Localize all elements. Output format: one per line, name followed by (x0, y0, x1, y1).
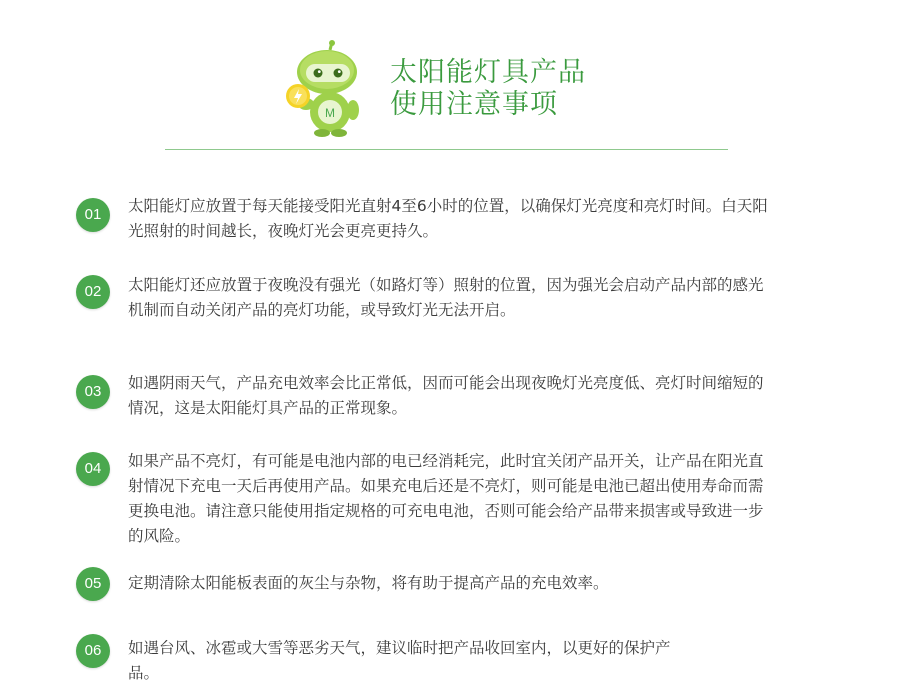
item-text: 如遇阴雨天气，产品充电效率会比正常低，因而可能会出现夜晚灯光亮度低、亮灯时间缩短的情况，这是太阳能灯具产品的正常现象。 (128, 374, 764, 417)
robot-mascot-icon (282, 40, 372, 140)
item-text: 如遇台风、冰雹或大雪等恶劣天气，建议临时把产品收回室内，以更好的保护产品。 (128, 639, 671, 682)
number-badge: 05 (76, 567, 110, 601)
item-text: 定期清除太阳能板表面的灰尘与杂物，将有助于提高产品的充电效率。 (128, 574, 609, 592)
page-title-line2: 使用注意事项 (390, 89, 558, 120)
item-text: 如果产品不亮灯，有可能是电池内部的电已经消耗完，此时宜关闭产品开关，让产品在阳光直射情况下充电一天后再使用产品。如果充电后还是不亮灯，则可能是电池已超出使用寿命而需更换电池。请注意只能使用指定规格的可充电电池，否则可能会给产品带来损害或导致进一步的风险。 (128, 452, 764, 545)
number-badge: 04 (76, 452, 110, 486)
page-title-line1: 太阳能灯具产品 (390, 57, 586, 88)
number-badge: 01 (76, 198, 110, 232)
number-badge: 03 (76, 375, 110, 409)
item-text: 太阳能灯应放置于每天能接受阳光直射4至6小时的位置，以确保灯光亮度和亮灯时间。白天阳光照射的时间越长，夜晚灯光会更亮更持久。 (128, 197, 768, 240)
divider (165, 149, 728, 150)
svg-text:M: M (325, 106, 335, 120)
header (0, 0, 918, 160)
number-badge: 06 (76, 634, 110, 668)
number-badge: 02 (76, 275, 110, 309)
page-title (390, 57, 586, 121)
item-text: 太阳能灯还应放置于夜晚没有强光（如路灯等）照射的位置，因为强光会启动产品内部的感光机制而自动关闭产品的亮灯功能，或导致灯光无法开启。 (128, 276, 764, 319)
